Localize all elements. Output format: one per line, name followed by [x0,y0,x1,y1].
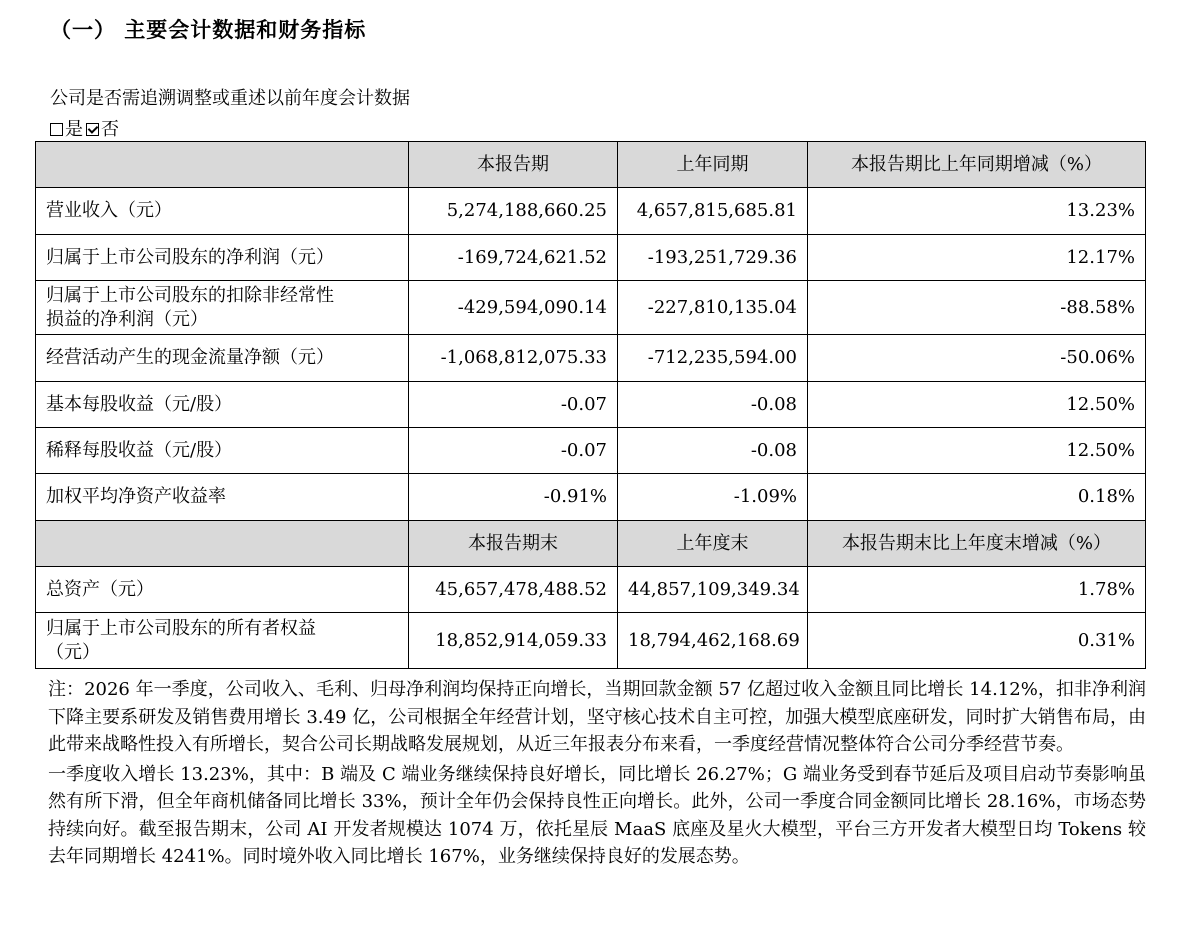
checkbox-yes[interactable] [50,123,63,136]
change-value: 12.50% [808,382,1146,428]
table-row [36,613,1146,669]
current-value: -429,594,090.14 [409,281,618,335]
change-value: 0.31% [808,613,1146,669]
restatement-options [50,115,119,141]
current-value: 45,657,478,488.52 [409,567,618,613]
change-value: 12.50% [808,428,1146,474]
row-label-line1: 归属于上市公司股东的扣除非经常性 [46,284,334,306]
header-blank-cell [36,142,409,188]
prior-value: 18,794,462,168.69 [618,613,808,669]
prior-value: 44,857,109,349.34 [618,567,808,613]
prior-value: -227,810,135.04 [618,281,808,335]
option-no-label: 否 [101,119,119,140]
table-row [36,567,1146,613]
prior-value: -0.08 [618,382,808,428]
section-title: （一） 主要会计数据和财务指标 [50,18,367,42]
current-value: 5,274,188,660.25 [409,188,618,235]
row-label: 营业收入（元） [36,188,409,235]
current-value: -0.07 [409,382,618,428]
row-label-line2: （元） [46,641,100,663]
table-row [36,188,1146,235]
prior-value: -0.08 [618,428,808,474]
table-row [36,382,1146,428]
prior-value: -1.09% [618,474,808,521]
header-period-end: 本报告期末 [409,521,618,567]
row-label: 总资产（元） [36,567,409,613]
row-label: 加权平均净资产收益率 [36,474,409,521]
row-label-line2: 损益的净利润（元） [46,308,208,330]
change-value: 13.23% [808,188,1146,235]
row-label: 经营活动产生的现金流量净额（元） [36,335,409,382]
current-value: -1,068,812,075.33 [409,335,618,382]
table-row [36,235,1146,281]
change-value: 0.18% [808,474,1146,521]
table-row [36,335,1146,382]
table-row [36,474,1146,521]
current-value: -0.91% [409,474,618,521]
prior-value: 4,657,815,685.81 [618,188,808,235]
prior-value: -193,251,729.36 [618,235,808,281]
row-label [36,281,409,335]
table-row [36,281,1146,335]
table-row [36,428,1146,474]
current-value: -169,724,621.52 [409,235,618,281]
notes-section [48,676,1146,871]
table-subheader-row [36,521,1146,567]
header-period-change: 本报告期比上年同期增减（%） [808,142,1146,188]
header-prior-year-end: 上年度末 [618,521,808,567]
change-value: 12.17% [808,235,1146,281]
header-prior-period: 上年同期 [618,142,808,188]
row-label: 基本每股收益（元/股） [36,382,409,428]
table-header-row [36,142,1146,188]
checkbox-no-checked[interactable] [86,123,99,136]
financial-data-table [35,141,1146,669]
row-label [36,613,409,669]
current-value: -0.07 [409,428,618,474]
note-paragraph-1: 注：2026 年一季度，公司收入、毛利、归母净利润均保持正向增长，当期回款金额 57 亿超过收入金额且同比增长 14.12%，扣非净利润下降主要系研发及销售费用增长 3.49 亿，公司根据全年经营计划，坚守核心技术自主可控，加强大模型底座研发，同时扩大销售布局，由此带来战略性投入有所增长，契合公司长期战略发展规划，从近三年报表分布来看，一季度经营情况整体符合公司分季经营节奏。 [48,679,1146,755]
current-value: 18,852,914,059.33 [409,613,618,669]
row-label: 归属于上市公司股东的净利润（元） [36,235,409,281]
change-value: -50.06% [808,335,1146,382]
restatement-question: 公司是否需追溯调整或重述以前年度会计数据 [50,88,410,109]
header-current-period: 本报告期 [409,142,618,188]
option-yes-label: 是 [65,119,83,140]
header-end-change: 本报告期末比上年度末增减（%） [808,521,1146,567]
note-paragraph-2: 一季度收入增长 13.23%，其中：B 端及 C 端业务继续保持良好增长，同比增长 26.27%；G 端业务受到春节延后及项目启动节奏影响虽然有所下滑，但全年商机储备同比增长 33%，预计全年仍会保持良性正向增长。此外，公司一季度合同金额同比增长 28.16%，市场态势持续向好。截至报告期末，公司 AI 开发者规模达 1074 万，依托星辰 MaaS 底座及星火大模型，平台三方开发者大模型日均 Tokens 较去年同期增长 4241%。同时境外收入同比增长 167%，业务继续保持良好的发展态势。 [48,763,1146,867]
prior-value: -712,235,594.00 [618,335,808,382]
row-label: 稀释每股收益（元/股） [36,428,409,474]
row-label-line1: 归属于上市公司股东的所有者权益 [46,617,316,639]
subheader-blank-cell [36,521,409,567]
change-value: -88.58% [808,281,1146,335]
change-value: 1.78% [808,567,1146,613]
